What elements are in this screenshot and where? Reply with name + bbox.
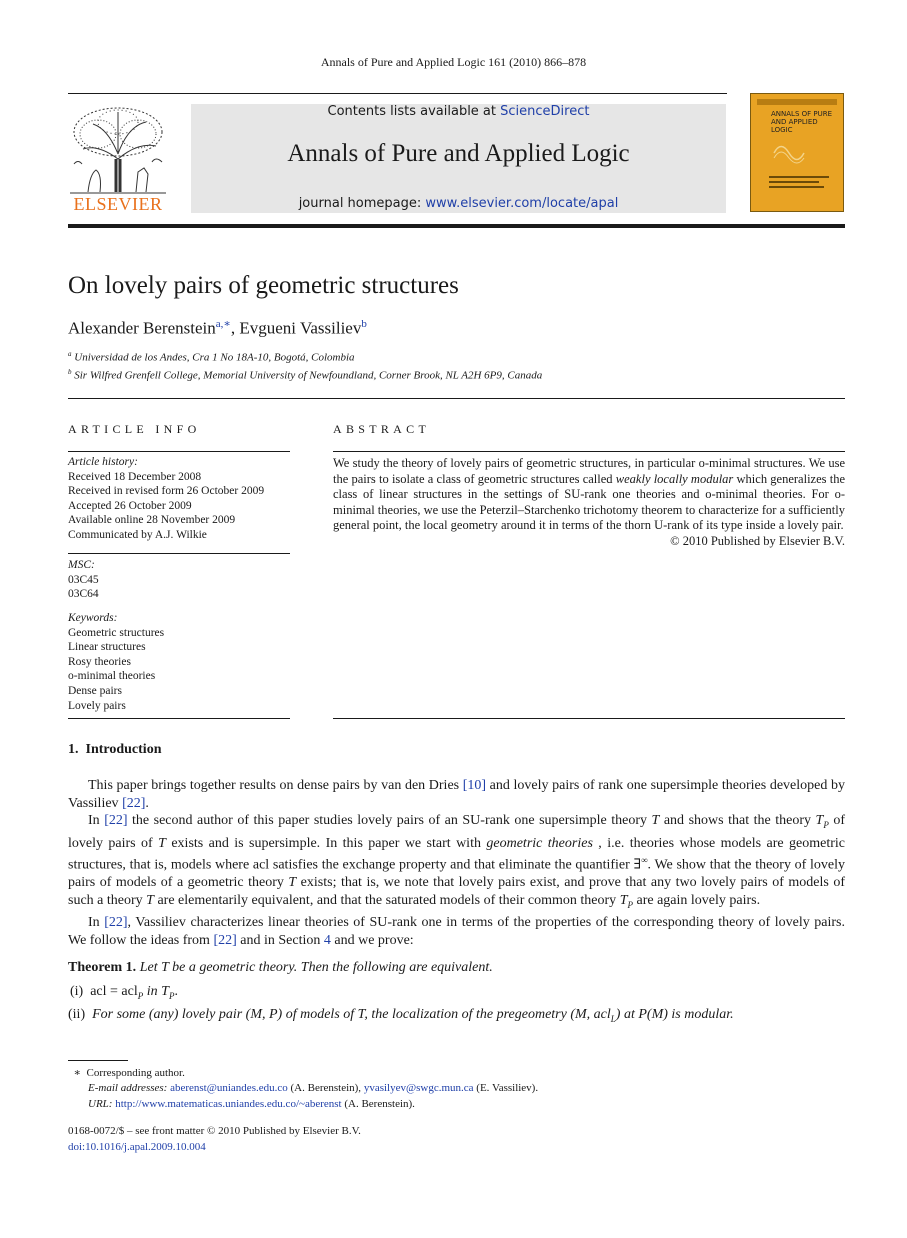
- text: of lovely pairs of: [68, 813, 845, 851]
- math-subscript: P: [627, 899, 633, 910]
- text: This paper brings together results on dense pairs by van den Dries: [88, 778, 463, 793]
- keyword: Lovely pairs: [68, 699, 126, 712]
- cover-line: [769, 186, 824, 188]
- emphasis: geometric theories: [486, 835, 593, 851]
- author-list: [68, 317, 367, 339]
- footnote-text: (A. Berenstein),: [287, 1082, 364, 1095]
- history-item: Accepted 26 October 2009: [68, 499, 192, 512]
- history-label: Article history:: [68, 456, 138, 468]
- abstract-text: We study the theory of lovely pairs of geometric structures, in particular o-minimal structures. We use the pairs to isolate a class of geometric structures called: [333, 456, 845, 486]
- abstract-copyright: © 2010 Published by Elsevier B.V.: [670, 533, 845, 548]
- text: the second author of this paper studies lovely pairs of an SU-rank one supersimple theory: [127, 813, 652, 829]
- math-subscript: P: [823, 819, 829, 830]
- text: and shows that the theory: [659, 813, 816, 829]
- footnote-text: (A. Berenstein).: [341, 1097, 415, 1110]
- math-subscript: P: [168, 990, 175, 1001]
- footnote-text: (E. Vassiliev).: [473, 1082, 539, 1095]
- theorem-statement: Let T be a geometric theory. Then the following are equivalent.: [139, 959, 493, 975]
- text: .: [145, 795, 149, 811]
- text: exists; that is, we note that lovely pairs exist, and prove that any two lovely pairs of models of such a theory: [68, 875, 845, 909]
- abstract-rule: [333, 451, 845, 452]
- text: , i.e. theories whose models are geometric structures, that is, models where acl satisfies the exchange property and that eliminate the quantifier ∃: [68, 835, 845, 873]
- keywords-block: [68, 611, 290, 713]
- math-symbol: T: [619, 893, 628, 909]
- section-number: 1.: [68, 742, 79, 757]
- cover-line: [769, 176, 829, 178]
- keyword: Linear structures: [68, 641, 146, 654]
- abstract-rule: [333, 718, 845, 719]
- header-rule: [68, 93, 727, 94]
- homepage-line: [191, 196, 726, 211]
- homepage-url-link[interactable]: http://www.matematicas.uniandes.edu.co/~aberenst: [115, 1097, 342, 1110]
- footnote-text: Corresponding author.: [86, 1067, 185, 1079]
- abstract-text: which generalizes the class of linear structures in the settings of SU-rank one theories and o-minimal theories. For o-minimal theories, we use the Peterzil–Starchenko trichotomy theorem to characterize for a sufficiently general point, the local geometry around it in terms of the thorn U-rank of its type inside a lovely pair.: [333, 471, 845, 532]
- affiliation-b: [68, 368, 542, 382]
- email-link[interactable]: yvasilyev@swgc.mun.ca: [363, 1082, 474, 1095]
- keywords-label: Keywords:: [68, 612, 118, 624]
- homepage-link[interactable]: www.elsevier.com/locate/apal: [425, 196, 619, 211]
- cover-strip: [757, 99, 837, 105]
- theorem: [68, 959, 845, 977]
- article-info-rule: [68, 718, 290, 719]
- issn-line: 0168-0072/$ – see front matter © 2010 Published by Elsevier B.V.: [68, 1125, 361, 1138]
- math-symbol: T: [146, 893, 154, 909]
- contents-prefix: Contents lists available at: [327, 104, 501, 119]
- history-item: Received 18 December 2008: [68, 470, 202, 483]
- journal-title: Annals of Pure and Applied Logic: [287, 140, 630, 167]
- section-link[interactable]: 4: [323, 933, 331, 948]
- elsevier-tree-icon: [68, 104, 168, 196]
- url-note: [68, 1097, 845, 1112]
- url-label: URL:: [88, 1097, 116, 1110]
- keyword: o-minimal theories: [68, 670, 156, 683]
- theorem-item: [68, 983, 845, 1005]
- text: and we prove:: [330, 933, 414, 948]
- email-note: [68, 1081, 845, 1096]
- paragraph: [68, 914, 845, 949]
- author-affiliation-mark[interactable]: a,∗: [215, 318, 231, 330]
- elsevier-wordmark: ELSEVIER: [73, 194, 163, 214]
- theorem-item: [68, 1006, 845, 1028]
- section-title: Introduction: [85, 742, 162, 757]
- corresponding-note: [68, 1066, 845, 1081]
- affiliation-a: [68, 350, 355, 364]
- abstract-emphasis: weakly locally modular: [615, 471, 734, 486]
- citation-link[interactable]: [22]: [104, 915, 128, 931]
- journal-cover: [750, 93, 844, 212]
- running-head: Annals of Pure and Applied Logic 161 (2010) 866–878: [320, 55, 587, 69]
- abstract-body: [333, 456, 845, 549]
- text: .: [174, 984, 178, 1000]
- cover-line: [769, 181, 819, 183]
- math-superscript: ∞: [641, 855, 648, 866]
- affiliation-text: Sir Wilfred Grenfell College, Memorial University of Newfoundland, Corner Brook, NL A2H 6P9, Canada: [74, 369, 543, 382]
- paragraph: [68, 777, 845, 812]
- text: In: [88, 915, 105, 931]
- text: are elementarily equivalent, and that the saturated models of their common theory: [153, 893, 620, 909]
- cover-title: ANNALS OF PURE AND APPLIED LOGIC: [771, 110, 833, 134]
- math-subscript: L: [610, 1013, 616, 1024]
- footnote-mark: ∗: [73, 1067, 81, 1079]
- math-text: in T: [143, 984, 169, 1000]
- contents-line: [191, 104, 726, 119]
- item-number: (ii): [68, 1006, 86, 1022]
- footnote-rule: [68, 1060, 128, 1061]
- math-symbol: T: [288, 875, 297, 891]
- keyword: Dense pairs: [68, 684, 122, 697]
- citation-link[interactable]: [22]: [213, 933, 237, 948]
- article-history: [68, 455, 290, 543]
- math-text: acl = acl: [90, 984, 138, 1000]
- math-subscript: P: [137, 990, 144, 1001]
- introduction-body: [68, 777, 845, 1028]
- text: , Vassiliev characterizes linear theories of SU-rank one in terms of the properties of the corresponding theory of lovely pairs. We follow the ideas from: [68, 915, 845, 948]
- article-info-rule: [68, 451, 290, 452]
- text: . We show that the theory of lovely pairs of models of a geometric theory: [68, 857, 846, 891]
- theorem-label: Theorem 1.: [68, 959, 137, 975]
- keyword: Rosy theories: [68, 655, 131, 668]
- email-label: E-mail addresses:: [88, 1082, 171, 1095]
- text: exists and is supersimple. In this paper we start with: [165, 835, 487, 851]
- elsevier-logo: [68, 104, 168, 214]
- citation-link[interactable]: [22]: [122, 795, 146, 811]
- banner-thick-rule: [68, 224, 845, 228]
- section-rule: [68, 398, 845, 399]
- history-item: Communicated by A.J. Wilkie: [68, 528, 207, 541]
- math-symbol: T: [158, 835, 166, 851]
- article-info-heading: ARTICLE INFO: [68, 422, 201, 436]
- sciencedirect-link[interactable]: ScienceDirect: [500, 104, 590, 119]
- author-affiliation-mark[interactable]: b: [361, 318, 367, 330]
- msc-code: 03C64: [68, 588, 99, 601]
- msc-code: 03C45: [68, 573, 99, 586]
- section-heading-introduction: [68, 742, 161, 758]
- math-symbol: T: [651, 813, 660, 829]
- item-number: (i): [70, 984, 84, 1000]
- paper-title: On lovely pairs of geometric structures: [68, 272, 459, 299]
- abstract-heading: ABSTRACT: [333, 422, 431, 436]
- author-name: Alexander Berenstein: [68, 318, 216, 338]
- text: In: [88, 813, 105, 829]
- doi-link[interactable]: doi:10.1016/j.apal.2009.10.004: [68, 1140, 206, 1153]
- text: and lovely pairs of rank one supersimple theories developed by Vassiliev: [68, 778, 845, 811]
- citation-link[interactable]: [22]: [104, 813, 128, 829]
- footnotes: [68, 1066, 845, 1155]
- homepage-prefix: journal homepage:: [298, 196, 426, 211]
- keyword: Geometric structures: [68, 626, 165, 639]
- math-symbol: T: [815, 813, 824, 829]
- history-item: Available online 28 November 2009: [68, 514, 236, 527]
- math-text: ) at P(M) is modular.: [615, 1006, 734, 1022]
- affiliation-mark: b: [68, 368, 72, 376]
- affiliation-text: Universidad de los Andes, Cra 1 No 18A-10, Bogotá, Colombia: [74, 351, 355, 364]
- citation-link[interactable]: [10]: [462, 778, 487, 793]
- history-item: Received in revised form 26 October 2009: [68, 485, 265, 498]
- cover-emblem-icon: [769, 138, 809, 168]
- text: and in Section: [236, 933, 324, 948]
- author-name: Evgueni Vassiliev: [239, 318, 362, 338]
- msc-label: MSC:: [68, 559, 95, 571]
- paragraph: [68, 812, 845, 914]
- author-separator: ,: [230, 318, 240, 338]
- affiliation-mark: a: [68, 350, 72, 358]
- article-info-rule: [68, 553, 290, 554]
- text: are again lovely pairs.: [632, 893, 761, 909]
- email-link[interactable]: aberenst@uniandes.edu.co: [170, 1082, 288, 1095]
- math-text: For some (any) lovely pair (M, P) of models of T, the localization of the pregeometry (M, acl: [92, 1006, 611, 1022]
- msc-block: [68, 558, 290, 602]
